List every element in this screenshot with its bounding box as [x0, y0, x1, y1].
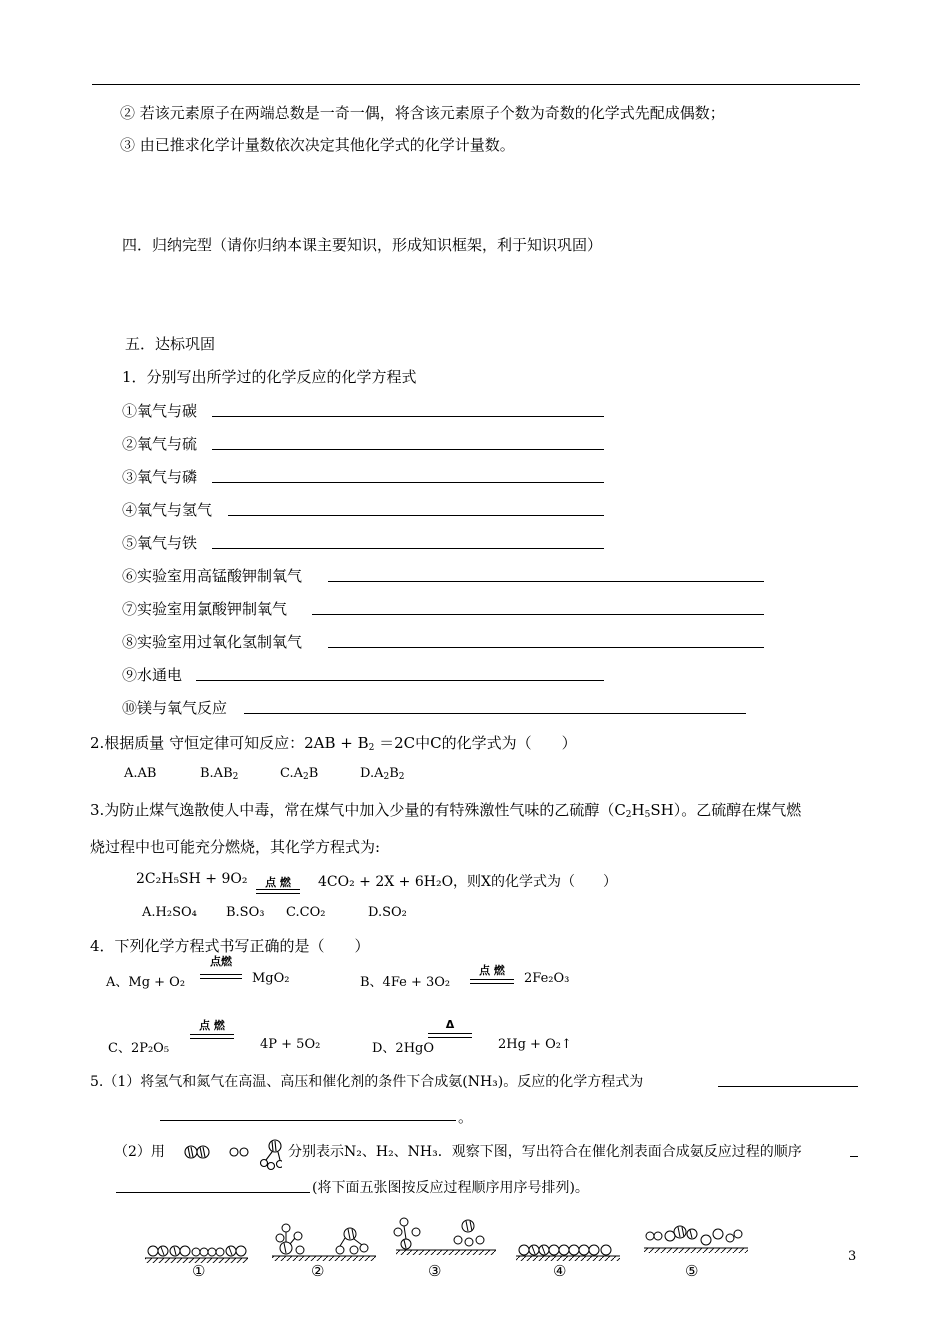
q1-item-8: ⑧实验室用过氧化氢制氧气 [122, 633, 303, 651]
answer-blank-3[interactable] [212, 482, 604, 483]
q1-item-6: ⑥实验室用高锰酸钾制氧气 [122, 567, 303, 585]
answer-blank-4[interactable] [228, 515, 604, 516]
q5-answer-blank-2a[interactable] [850, 1156, 858, 1157]
q3-line-1: 3.为防止煤气逸散使人中毒，常在煤气中加入少量的有特殊激性气味的乙硫醇$(C_2H_5SH)$。乙硫醇在煤气燃 [90, 801, 802, 820]
q5-part-1: 5.（1）将氢气和氮气在高温、高压和催化剂的条件下合成氨(NH₃)。反应的化学方程式为 [90, 1074, 644, 1090]
q1-item-10: ⑩镁与氧气反应 [122, 699, 228, 717]
figure-5 [644, 1226, 748, 1253]
q5-answer-blank-1a[interactable] [718, 1086, 858, 1087]
q4-stem: 4．下列化学方程式书写正确的是（ ） [90, 937, 370, 955]
q3-equation-lhs: 2C₂H₅SH + 9O₂ [136, 871, 248, 887]
q5-answer-blank-1b[interactable] [160, 1120, 456, 1121]
figure-label-1: ① [192, 1262, 206, 1280]
q1-item-9: ⑨水通电 [122, 666, 183, 684]
q2-option-c: $C.A_2B$ [280, 766, 319, 782]
figure-4 [516, 1245, 620, 1261]
rule-2: ② 若该元素原子在两端总数是一奇一偶，将含该元素原子个数为奇数的化学式先配成偶数； [120, 104, 725, 122]
q4-option-c-lhs: C、2P₂O₅ [108, 1041, 170, 1056]
q4-option-b-condition: 点 燃 [470, 964, 514, 984]
q4-option-b-lhs: B、4Fe + 3O₂ [360, 975, 451, 990]
q5-part-2-end: (将下面五张图按反应过程顺序用序号排列)。 [312, 1180, 589, 1196]
section-4-heading: 四．归纳完型（请你归纳本课主要知识，形成知识框架，利于知识巩固） [122, 236, 603, 254]
figure-2 [272, 1224, 376, 1261]
q4-option-d-condition: Δ [428, 1018, 472, 1038]
q5-answer-blank-2b[interactable] [116, 1192, 310, 1193]
q2-option-a: A.AB [124, 766, 157, 781]
q1-item-4: ④氧气与氢气 [122, 501, 213, 519]
figure-label-3: ③ [428, 1262, 442, 1280]
q2-option-b: $B.AB_2$ [200, 766, 239, 782]
q4-option-d-rhs: 2Hg + O₂↑ [498, 1037, 572, 1052]
q5-part-2-text: 分别表示N₂、H₂、NH₃．观察下图，写出符合在催化剂表面合成氨反应过程的顺序 [288, 1144, 802, 1160]
q1-item-3: ③氧气与磷 [122, 468, 198, 486]
section-5-heading: 五．达标巩固 [125, 335, 216, 353]
answer-blank-9[interactable] [196, 680, 604, 681]
q4-option-d-lhs: D、2HgO [372, 1041, 435, 1056]
q2-option-d: $D.A_2B_2$ [360, 766, 405, 782]
answer-blank-7[interactable] [312, 614, 764, 615]
q4-option-a-condition: 点燃 [200, 955, 242, 979]
figure-1 [145, 1246, 248, 1263]
q5-part-1-end: 。 [458, 1108, 474, 1126]
q4-option-b-rhs: 2Fe₂O₃ [524, 971, 570, 986]
answer-blank-8[interactable] [328, 647, 764, 648]
q4-option-c-rhs: 4P + 5O₂ [260, 1037, 321, 1052]
q5-part-2-intro: （2）用 [114, 1144, 165, 1160]
figure-3 [394, 1218, 496, 1255]
q1-item-2: ②氧气与硫 [122, 435, 198, 453]
molecule-legend-icons [182, 1136, 282, 1172]
q1-item-1: ①氧气与碳 [122, 402, 198, 420]
q3-condition-arrow: 点 燃 [256, 876, 300, 894]
q3-option-b: B.SO₃ [226, 905, 265, 920]
q1-title: 1．分别写出所学过的化学反应的化学方程式 [122, 368, 417, 386]
answer-blank-1[interactable] [212, 416, 604, 417]
q1-item-7: ⑦实验室用氯酸钾制氧气 [122, 600, 288, 618]
q2-stem: 2.根据质量 守恒定律可知反应：$2AB + B_2 =2C$中C的化学式为（ ） [90, 734, 577, 753]
q1-item-5: ⑤氧气与铁 [122, 534, 198, 552]
answer-blank-10[interactable] [244, 713, 746, 714]
answer-blank-2[interactable] [212, 449, 604, 450]
q4-option-a-rhs: MgO₂ [252, 971, 290, 986]
q4-option-a-lhs: A、Mg + O₂ [106, 975, 186, 990]
page-number: 3 [848, 1249, 857, 1264]
q3-option-a: A.H₂SO₄ [142, 905, 197, 920]
q3-equation-rhs: 4CO₂ + 2X + 6H₂O，则X的化学式为（ ） [318, 874, 618, 890]
q3-option-d: D.SO₂ [368, 905, 407, 920]
rule-3: ③ 由已推求化学计量数依次决定其他化学式的化学计量数。 [120, 136, 515, 154]
q3-option-c: C.CO₂ [286, 905, 326, 920]
q3-line-2: 烧过程中也可能充分燃烧，其化学方程式为: [90, 838, 381, 856]
figure-label-2: ② [311, 1262, 325, 1280]
header-rule [92, 84, 860, 85]
figure-label-4: ④ [553, 1262, 567, 1280]
answer-blank-5[interactable] [212, 548, 604, 549]
catalyst-surface-figures [140, 1210, 760, 1274]
answer-blank-6[interactable] [328, 581, 764, 582]
figure-label-5: ⑤ [685, 1262, 699, 1280]
q4-option-c-condition: 点 燃 [190, 1019, 234, 1039]
